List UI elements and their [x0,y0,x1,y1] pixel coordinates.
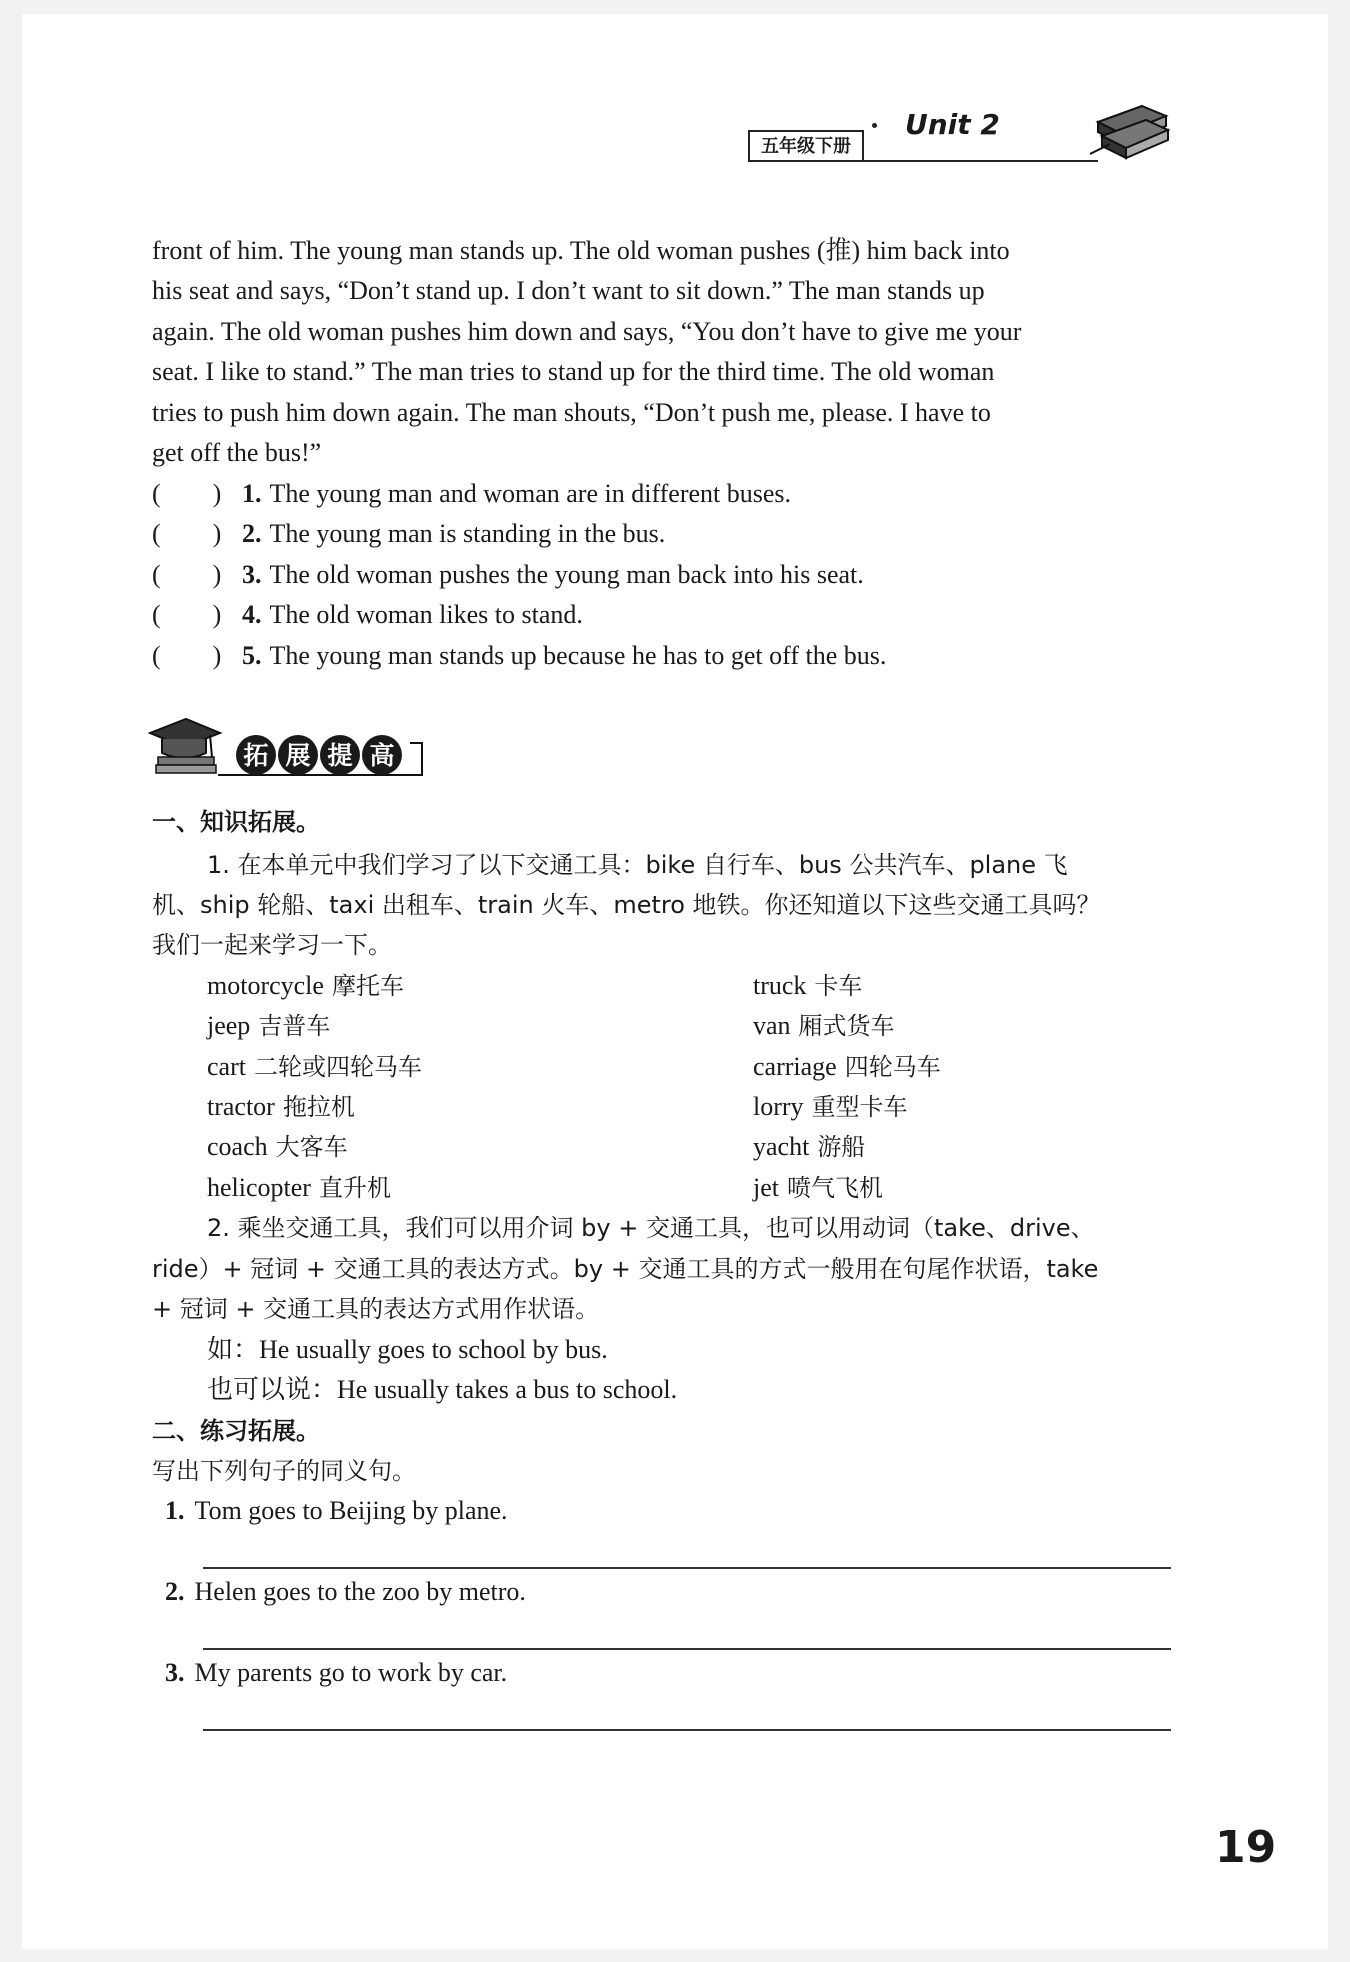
section-banner [148,705,428,785]
vocab-item: motorcycle 摩托车 [207,971,404,1000]
tf-item [152,474,791,514]
exercise-item: 2. Helen goes to the zoo by metro. [165,1577,526,1606]
item-number: 2. [242,519,262,548]
item-text: The young man is standing in the bus. [269,519,666,548]
vocab-item: helicopter 直升机 [207,1173,391,1202]
answer-bracket[interactable]: ( ) [152,479,222,508]
tf-item [152,636,886,676]
item-number: 1. [242,479,262,508]
answer-line[interactable] [203,1729,1171,1731]
explanation-line: 2. 乘坐交通工具，我们可以用介词 by + 交通工具，也可以用动词（take、drive、 [207,1214,1095,1242]
explanation-line: + 冠词 + 交通工具的表达方式用作状语。 [152,1295,600,1323]
answer-bracket[interactable]: ( ) [152,519,222,548]
answer-line[interactable] [203,1648,1171,1650]
vocab-item: cart 二轮或四轮马车 [207,1052,422,1081]
answer-bracket[interactable]: ( ) [152,600,222,629]
answer-bracket[interactable]: ( ) [152,641,222,670]
reading-line: seat. I like to stand.” The man tries to stand up for the third time. The old woman [152,357,995,386]
reading-line: front of him. The young man stands up. The old woman pushes (推) him back into [152,236,1010,265]
item-text: The young man and woman are in different buses. [269,479,792,508]
item-text: The old woman likes to stand. [269,600,583,629]
header-rule [748,160,1098,162]
banner-char: 提 [327,741,353,770]
tf-item [152,514,665,554]
reading-line: his seat and says, “Don’t stand up. I don’t want to sit down.” The man stands up [152,276,985,305]
section-title-practice: 二、练习拓展。 [152,1417,320,1445]
vocab-item: yacht 游船 [753,1132,866,1161]
item-number: 4. [242,600,262,629]
banner-char: 展 [285,741,311,770]
unit-title: Unit 2 [905,108,1000,141]
example-sentence: 也可以说：He usually takes a bus to school. [207,1375,678,1404]
answer-bracket[interactable]: ( ) [152,560,222,589]
vocab-item: van 厢式货车 [753,1011,895,1040]
reading-line: again. The old woman pushes him down and says, “You don’t have to give me your [152,317,1022,346]
reading-line: tries to push him down again. The man shouts, “Don’t push me, please. I have to [152,398,991,427]
explanation-line: ride）+ 冠词 + 交通工具的表达方式。by + 交通工具的方式一般用在句尾作状语，take [152,1255,1099,1283]
vocab-item: truck 卡车 [753,971,863,1000]
books-icon [1090,92,1170,167]
vocab-item: jeep 吉普车 [207,1011,331,1040]
vocab-item: jet 喷气飞机 [753,1173,883,1202]
vocab-item: lorry 重型卡车 [753,1092,908,1121]
graduation-cap-icon [150,719,220,773]
answer-line[interactable] [203,1567,1171,1569]
exercise-item: 1. Tom goes to Beijing by plane. [165,1496,508,1525]
instruction: 写出下列句子的同义句。 [152,1457,416,1485]
vocab-item: carriage 四轮马车 [753,1052,941,1081]
tf-item [152,555,864,595]
vocab-item: coach 大客车 [207,1132,348,1161]
vocab-item: tractor 拖拉机 [207,1092,355,1121]
explanation-line: 机、ship 轮船、taxi 出租车、train 火车、metro 地铁。你还知道以下这些交通工具吗？ [152,891,1101,919]
banner-char: 拓 [243,741,269,770]
item-number: 3. [242,560,262,589]
grade-label: 五年级下册 [748,130,864,162]
explanation-line: 我们一起来学习一下。 [152,931,392,959]
page-number: 19 [1215,1822,1277,1873]
exercise-item: 3. My parents go to work by car. [165,1658,508,1687]
banner-char: 高 [369,741,395,770]
tf-item [152,595,583,635]
item-text: The young man stands up because he has to get off the bus. [269,641,887,670]
item-number: 5. [242,641,262,670]
explanation-line: 1. 在本单元中我们学习了以下交通工具：bike 自行车、bus 公共汽车、plane 飞 [207,851,1068,879]
reading-line: get off the bus!” [152,438,322,467]
section-title-knowledge: 一、知识拓展。 [152,808,320,836]
header-dot [872,123,877,128]
item-text: The old woman pushes the young man back into his seat. [269,560,864,589]
example-sentence: 如：He usually goes to school by bus. [207,1335,608,1364]
